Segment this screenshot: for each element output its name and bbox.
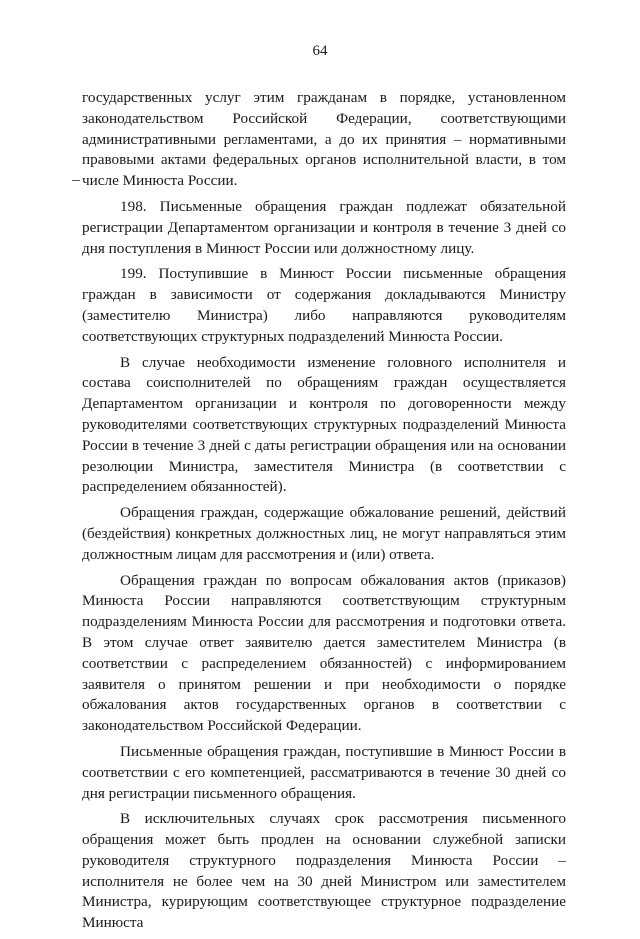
paragraph-199: 199. Поступившие в Минюст России письменные обращения граждан в зависимости от содержания докладываются Министру (заместителю Министра) либо направляются руководителям соответствующих структурных подразделений Минюста России. (82, 265, 566, 345)
paragraph-executor-change: В случае необходимости изменение головного исполнителя и состава соисполнителей по обращениям граждан осуществляется Департаментом организации и контроля по договоренности между руководителями соответствующих структурных подразделений Минюста России в течение 3 дней с даты регистрации обращения или на основании резолюции Министра, заместителя Министра (в соответствии с распределением обязанностей). (82, 353, 566, 496)
paragraph-appeal-acts: Обращения граждан по вопросам обжалования актов (приказов) Минюста России направляются соответствующим структурным подразделениям Минюста России для рассмотрения и подготовки ответа. В этом случае ответ заявителю дается заместителем Министра (в соответствии с распределением обязанностей) с информированием заявителя о принятом решении и при необходимости о порядке обжалования актов государственных органов в соответствии с законодательством Российской Федерации. (82, 571, 566, 735)
paragraph-appeal-officials: Обращения граждан, содержащие обжалование решений, действий (бездействия) конкретных должностных лиц, не могут направляться этим должностным лицам для рассмотрения и (или) ответа. (82, 504, 566, 563)
paragraph-review-term: Письменные обращения граждан, поступившие в Минюст России в соответствии с его компетенцией, рассматриваются в течение 30 дней со дня регистрации письменного обращения. (82, 742, 566, 802)
document-body (82, 88, 566, 939)
paragraph-198: 198. Письменные обращения граждан подлежат обязательной регистрации Департаментом организации и контроля в течение 3 дней со дня поступления в Минюст России или должностному лицу. (82, 197, 566, 257)
scan-mark (72, 180, 80, 181)
page-number: 64 (312, 43, 328, 59)
paragraph-continuation: государственных услуг этим гражданам в порядке, установленном законодательством Российской Федерации, соответствующими административными регламентами, а до их принятия – нормативными правовыми актами федеральных органов исполнительной власти, в том числе Минюста России. (82, 89, 566, 190)
paragraph-extension: В исключительных случаях срок рассмотрения письменного обращения может быть продлен на основании служебной записки руководителя структурного подразделения Минюста России – исполнителя не более чем на 30 дней Министром или заместителем Министра, курирующим соответствующее структурное подразделение Минюста (82, 810, 566, 932)
